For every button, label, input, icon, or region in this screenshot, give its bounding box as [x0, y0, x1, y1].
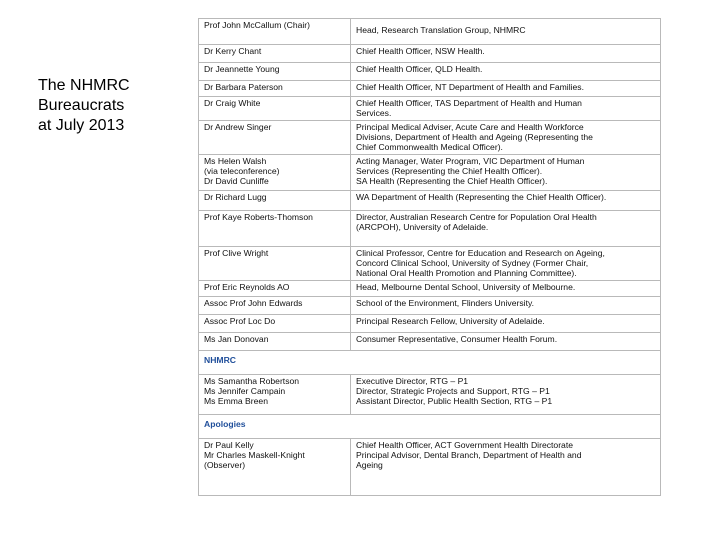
member-role: School of the Environment, Flinders University. [356, 298, 534, 308]
slide-title-line: The NHMRC [38, 77, 130, 94]
slide-title [38, 76, 178, 136]
member-role: Concord Clinical School, University of Sydney (Former Chair, [356, 258, 589, 268]
member-role: Divisions, Department of Health and Ageing (Representing the [356, 132, 593, 142]
member-role: Chief Commonwealth Medical Officer). [356, 142, 503, 152]
member-name: Dr Andrew Singer [204, 122, 272, 132]
member-name-cell [199, 211, 351, 247]
section-heading-apologies: Apologies [199, 415, 661, 439]
apology-name: Mr Charles Maskell-Knight [204, 450, 305, 460]
section-heading-nhmrc: NHMRC [199, 351, 661, 375]
slide-title-line: at July 2013 [38, 117, 125, 134]
staff-role: Assistant Director, Public Health Section, RTG – P1 [356, 396, 553, 406]
member-name-cell [199, 281, 351, 297]
table-row [199, 121, 661, 155]
member-role-cell [351, 19, 661, 45]
table-row [199, 211, 661, 247]
member-name: Prof Clive Wright [204, 248, 269, 258]
member-name-cell [199, 247, 351, 281]
member-name-cell [199, 19, 351, 45]
table-row [199, 191, 661, 211]
apology-name: (Observer) [204, 460, 246, 470]
member-role: Principal Medical Adviser, Acute Care and Health Workforce [356, 122, 584, 132]
member-name-cell [199, 315, 351, 333]
member-name: Prof Kaye Roberts-Thomson [204, 212, 313, 222]
member-role-cell [351, 45, 661, 63]
member-role: Consumer Representative, Consumer Health Forum. [356, 334, 558, 344]
member-role: Principal Research Fellow, University of Adelaide. [356, 316, 545, 326]
member-role-cell [351, 247, 661, 281]
member-name-cell [199, 155, 351, 191]
member-name-cell [199, 121, 351, 155]
section-heading-row [199, 415, 661, 439]
member-role-cell [351, 211, 661, 247]
member-name: (via teleconference) [204, 166, 280, 176]
member-name: Dr David Cunliffe [204, 176, 269, 186]
member-name-cell [199, 45, 351, 63]
staff-names-cell [199, 375, 351, 415]
section-heading-row [199, 351, 661, 375]
member-role: SA Health (Representing the Chief Health Officer). [356, 176, 548, 186]
table-row [199, 81, 661, 97]
member-role: WA Department of Health (Representing the Chief Health Officer). [356, 192, 607, 202]
table-row [199, 45, 661, 63]
table-row [199, 63, 661, 81]
committee-members-table [198, 18, 661, 496]
slide-title-line: Bureaucrats [38, 97, 125, 114]
member-role-cell [351, 333, 661, 351]
member-role-cell [351, 297, 661, 315]
member-role-cell [351, 63, 661, 81]
member-role: Chief Health Officer, QLD Health. [356, 64, 483, 74]
table-row [199, 247, 661, 281]
member-role-cell [351, 81, 661, 97]
member-role: Services (Representing the Chief Health Officer). [356, 166, 543, 176]
member-name: Dr Barbara Paterson [204, 82, 283, 92]
staff-role: Director, Strategic Projects and Support, RTG – P1 [356, 386, 550, 396]
staff-name: Ms Samantha Robertson [204, 376, 300, 386]
member-name: Dr Craig White [204, 98, 261, 108]
member-role-cell [351, 121, 661, 155]
table-row [199, 297, 661, 315]
member-role: Chief Health Officer, NT Department of Health and Families. [356, 82, 584, 92]
member-name-cell [199, 297, 351, 315]
member-role: Clinical Professor, Centre for Education and Research on Ageing, [356, 248, 605, 258]
apology-role: Chief Health Officer, ACT Government Health Directorate [356, 440, 574, 450]
member-name: Assoc Prof John Edwards [204, 298, 303, 308]
table-row [199, 155, 661, 191]
apology-role: Ageing [356, 460, 383, 470]
apology-role: Principal Advisor, Dental Branch, Department of Health and [356, 450, 582, 460]
member-name: Prof John McCallum (Chair) [204, 20, 311, 30]
apology-names-cell [199, 439, 351, 496]
member-role-cell [351, 97, 661, 121]
table-row [199, 281, 661, 297]
member-role: Head, Melbourne Dental School, University of Melbourne. [356, 282, 576, 292]
member-name: Dr Jeannette Young [204, 64, 280, 74]
member-name: Assoc Prof Loc Do [204, 316, 276, 326]
table-row [199, 375, 661, 415]
member-role-cell [351, 281, 661, 297]
apology-roles-cell [351, 439, 661, 496]
staff-role: Executive Director, RTG – P1 [356, 376, 469, 386]
member-name: Dr Richard Lugg [204, 192, 267, 202]
table-row [199, 19, 661, 45]
table-row [199, 439, 661, 496]
staff-name: Ms Jennifer Campain [204, 386, 286, 396]
member-name-cell [199, 333, 351, 351]
member-role: Head, Research Translation Group, NHMRC [356, 25, 526, 35]
apology-name: Dr Paul Kelly [204, 440, 254, 450]
member-role-cell [351, 315, 661, 333]
member-name: Ms Jan Donovan [204, 334, 269, 344]
staff-name: Ms Emma Breen [204, 396, 268, 406]
member-role: Chief Health Officer, TAS Department of Health and Human [356, 98, 582, 108]
member-role: Services. [356, 108, 392, 118]
member-name: Dr Kerry Chant [204, 46, 262, 56]
member-role: Chief Health Officer, NSW Health. [356, 46, 485, 56]
table-row [199, 333, 661, 351]
member-name-cell [199, 81, 351, 97]
member-name-cell [199, 191, 351, 211]
member-role-cell [351, 191, 661, 211]
member-name-cell [199, 63, 351, 81]
member-role: Director, Australian Research Centre for Population Oral Health [356, 212, 597, 222]
member-name: Prof Eric Reynolds AO [204, 282, 290, 292]
member-role-cell [351, 155, 661, 191]
member-role: Acting Manager, Water Program, VIC Department of Human [356, 156, 585, 166]
staff-roles-cell [351, 375, 661, 415]
table-row [199, 97, 661, 121]
table-row [199, 315, 661, 333]
member-name-cell [199, 97, 351, 121]
member-role: (ARCPOH), University of Adelaide. [356, 222, 489, 232]
member-role: National Oral Health Promotion and Planning Committee). [356, 268, 577, 278]
member-name: Ms Helen Walsh [204, 156, 267, 166]
